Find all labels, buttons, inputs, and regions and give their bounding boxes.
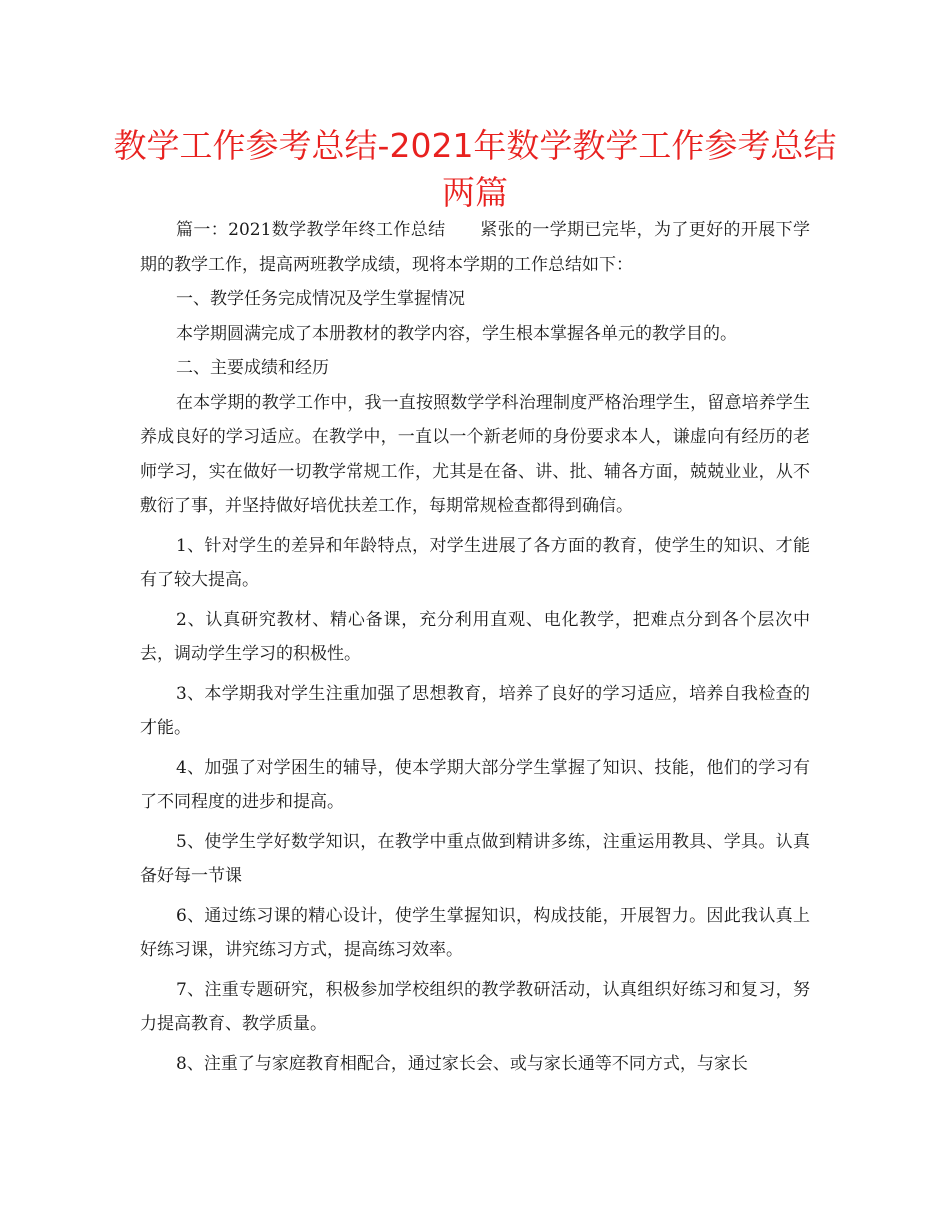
list-item-7: 7、注重专题研究，积极参加学校组织的教学教研活动，认真组织好练习和复习，努力提高教育、教学质量。: [140, 979, 810, 1034]
document-title: 教学工作参考总结-2021年数学教学工作参考总结两篇: [113, 126, 837, 212]
list-item-3: 3、本学期我对学生注重加强了思想教育，培养了良好的学习适应，培养自我检查的才能。: [140, 683, 810, 738]
list-item-2: 2、认真研究教材、精心备课，充分利用直观、电化教学，把难点分到各个层次中去，调动学生学习的积极性。: [140, 609, 810, 664]
list-item-6: 6、通过练习课的精心设计，使学生掌握知识，构成技能，开展智力。因此我认真上好练习课，讲究练习方式，提高练习效率。: [140, 905, 810, 960]
section-heading-2: 二、主要成绩和经历: [176, 358, 329, 378]
paragraph: 在本学期的教学工作中，我一直按照数学学科治理制度严格治理学生，留意培养学生养成良好的学习适应。在教学中，一直以一个新老师的身份要求本人，谦虚向有经历的老师学习，实在做好一切教学常规工作，尤其是在备、讲、批、辅各方面，兢兢业业，从不敷衍了事，并坚持做好培优扶差工作，每期常规检查都得到确信。: [140, 392, 810, 516]
list-item-8: 8、注重了与家庭教育相配合，通过家长会、或与家长通等不同方式，与家长: [176, 1053, 748, 1074]
list-item-4: 4、加强了对学困生的辅导，使本学期大部分学生掌握了知识、技能，他们的学习有了不同程度的进步和提高。: [140, 757, 810, 812]
section-heading-1: 一、教学任务完成情况及学生掌握情况: [176, 289, 465, 309]
paragraph: 本学期圆满完成了本册教材的教学内容，学生根本掌握各单元的教学目的。: [176, 323, 737, 344]
list-item-5: 5、使学生学好数学知识，在教学中重点做到精讲多练，注重运用教具、学具。认真备好每一节课: [140, 831, 810, 886]
list-item-1: 1、针对学生的差异和年龄特点，对学生进展了各方面的教育，使学生的知识、才能有了较大提高。: [140, 535, 810, 590]
paragraph-intro: 篇一：2021数学教学年终工作总结 紧张的一学期已完毕，为了更好的开展下学期的教学工作，提高两班教学成绩，现将本学期的工作总结如下：: [140, 220, 810, 275]
document-body: [140, 213, 810, 1081]
